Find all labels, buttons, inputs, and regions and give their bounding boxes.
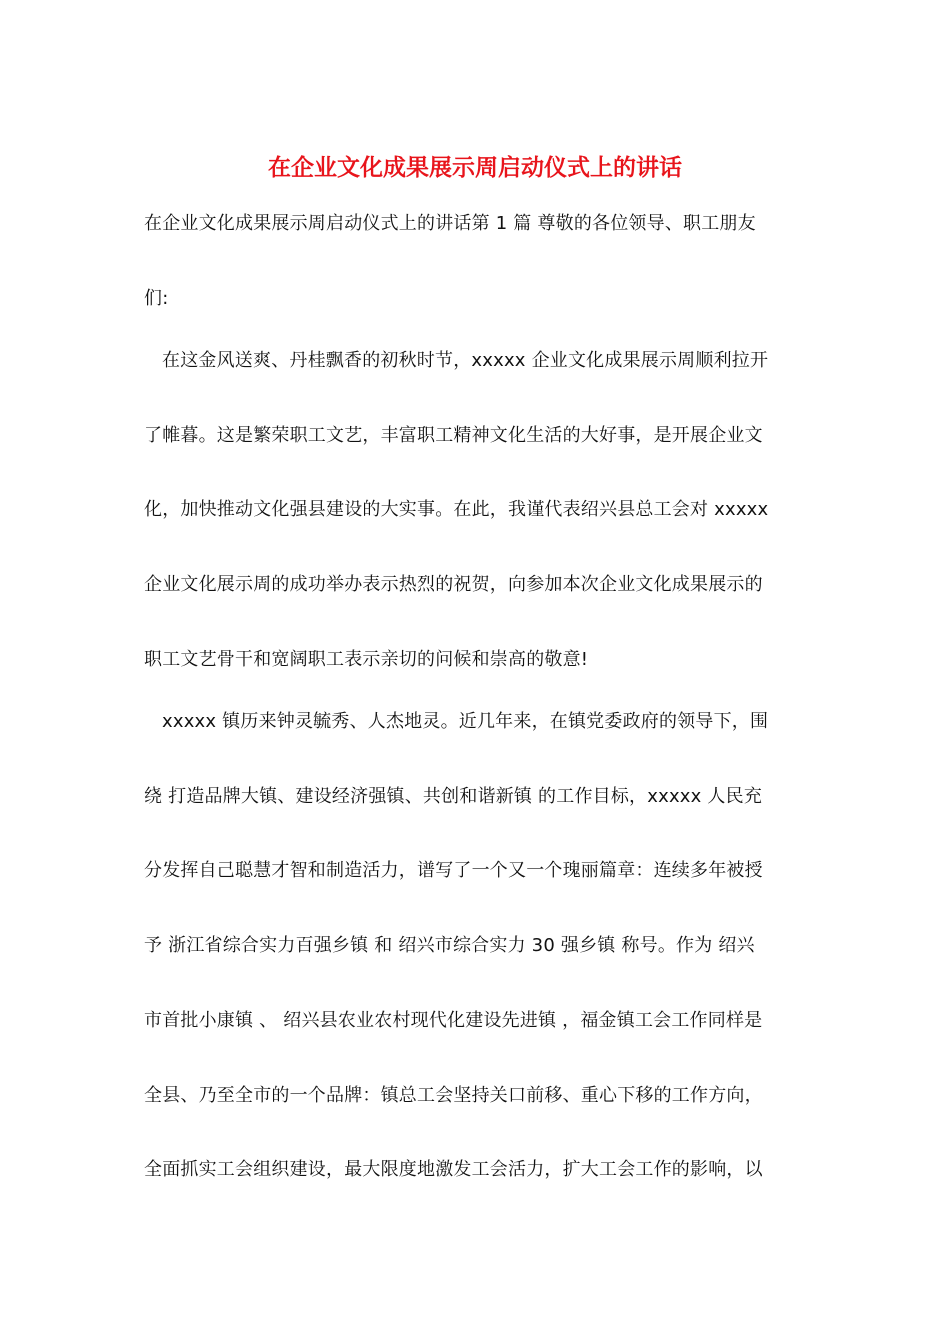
body-line-8: xxxxx 镇历来钟灵毓秀、人杰地灵。近几年来，在镇党委政府的领导下，围	[162, 711, 769, 732]
body-line-11: 予 浙江省综合实力百强乡镇 和 绍兴市综合实力 30 强乡镇 称号。作为 绍兴	[144, 935, 755, 956]
body-line-1: 在企业文化成果展示周启动仪式上的讲话第 1 篇 尊敬的各位领导、职工朋友	[144, 213, 756, 234]
body-line-3: 在这金风送爽、丹桂飘香的初秋时节，xxxxx 企业文化成果展示周顺利拉开	[162, 350, 769, 371]
body-line-2: 们:	[144, 288, 169, 309]
body-line-7: 职工文艺骨干和宽阔职工表示亲切的问候和崇高的敬意!	[144, 649, 589, 670]
body-line-4: 了帷暮。这是繁荣职工文艺，丰富职工精神文化生活的大好事，是开展企业文	[144, 425, 763, 446]
body-line-14: 全面抓实工会组织建设，最大限度地激发工会活力，扩大工会工作的影响，以	[144, 1159, 763, 1180]
body-line-9: 绕 打造品牌大镇、建设经济强镇、共创和谐新镇 的工作目标，xxxxx 人民充	[144, 786, 763, 807]
body-line-13: 全县、乃至全市的一个品牌：镇总工会坚持关口前移、重心下移的工作方向，	[144, 1085, 763, 1106]
body-line-10: 分发挥自己聪慧才智和制造活力，谱写了一个又一个瑰丽篇章：连续多年被授	[144, 860, 763, 881]
document-title: 在企业文化成果展示周启动仪式上的讲话	[268, 154, 682, 181]
body-line-12: 市首批小康镇 、 绍兴县农业农村现代化建设先进镇 ，福金镇工会工作同样是	[144, 1010, 763, 1031]
body-line-6: 企业文化展示周的成功举办表示热烈的祝贺，向参加本次企业文化成果展示的	[144, 574, 763, 595]
body-line-5: 化，加快推动文化强县建设的大实事。在此，我谨代表绍兴县总工会对 xxxxx	[144, 499, 769, 520]
